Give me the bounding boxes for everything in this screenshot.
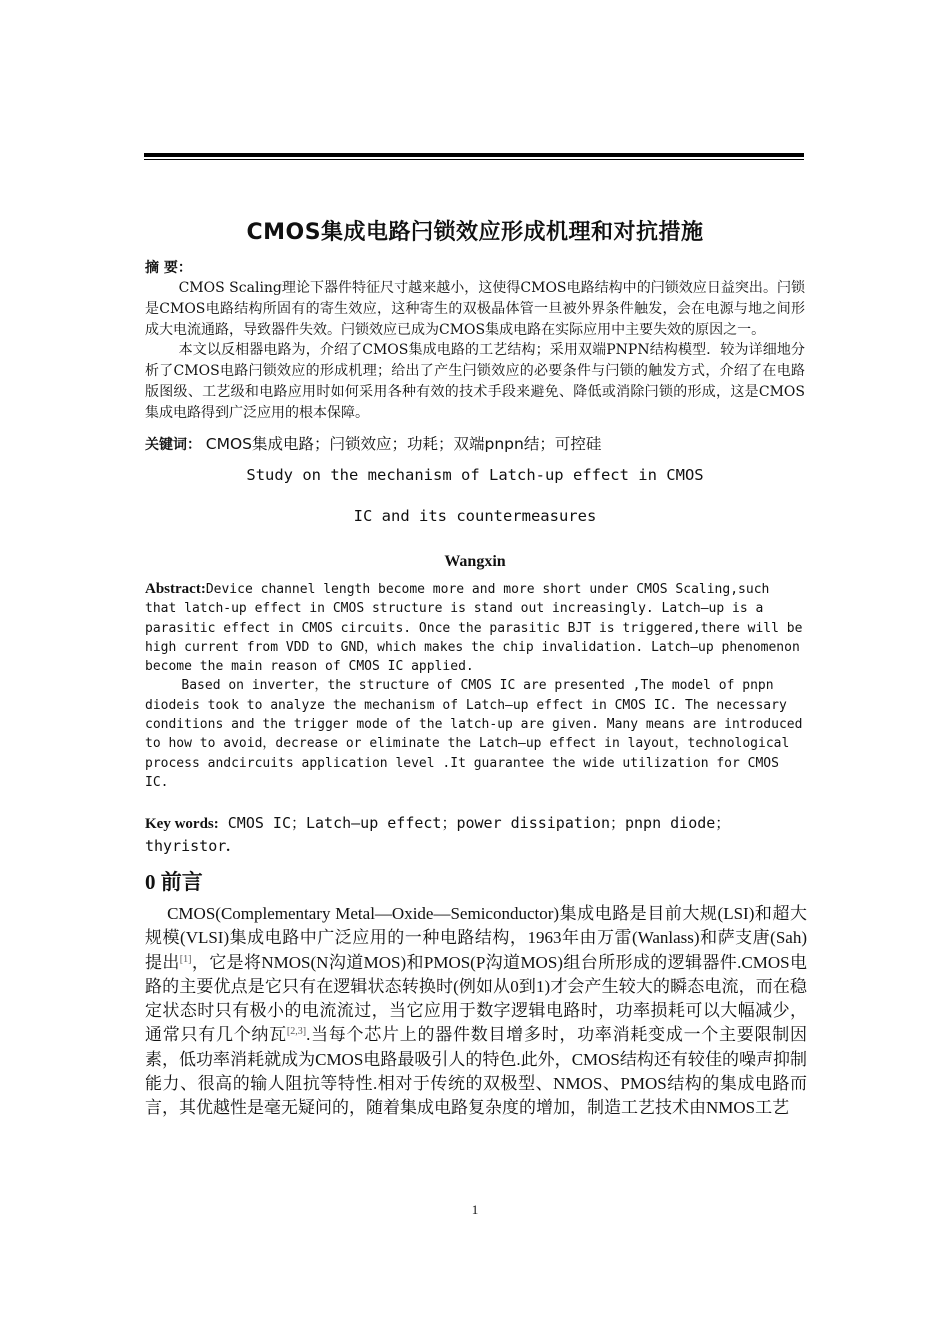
keywords-cn-label: 关键词：	[145, 437, 201, 453]
author-name: Wangxin	[444, 553, 506, 570]
abstract-cn-label: 摘 要：	[145, 260, 192, 276]
abstract-en-paragraph-2: Based on inverter，the structure of CMOS IC are presented ,The model of pnpn diodeis took to analyze the mechanism of Latch—up effect in CMOS IC. The necessary conditions and the trigger mode of the latch-up are given. Many means are introduced to how to avoid，decrease or eliminate the Latch—up effect in layout，technological process andcircuits application level .It guarantee the wide utilization for CMOS IC.	[145, 678, 803, 790]
english-title-line-2: IC and its countermeasures	[353, 507, 597, 525]
section-text-c: .当每个芯片上的器件数目增多时，功率消耗变成一个主要限制因素，低功率消耗就成为CMOS电路最吸引人的特色.此外，CMOS结构还有较佳的噪声抑制能力、很高的输人阻抗等特性.相对于传统的双极型、NMOS、PMOS结构的集成电路而言，其优越性是毫无疑问的，随着集成电路复杂度的增加，制造工艺技术由NMOS工艺	[145, 1025, 807, 1118]
section-paragraph	[145, 902, 807, 1121]
citation-ref-2[interactable]: [2,3]	[286, 1026, 307, 1038]
citation-ref-1[interactable]: [1]	[179, 953, 192, 965]
section-body	[145, 902, 807, 1121]
paper-title: CMOS集成电路闩锁效应形成机理和对抗措施	[246, 220, 704, 245]
abstract-en	[145, 580, 807, 792]
section-text-b: ，它是将NMOS(N沟道MOS)和PMOS(P沟道MOS)组台所形成的逻辑器件.CMOS电路的主要优点是它只有在逻辑状态转换时(例如从0到1)才会产生较大的瞬态电流，而在稳定状态时只有极小的电流流过，当它应用于数字逻辑电路时，功率损耗可以大幅减少，通常只有几个纳瓦	[145, 952, 808, 1045]
abstract-en-paragraph-1	[145, 580, 807, 676]
abstract-cn-paragraph-2: 本文以反相器电路为，介绍了CMOS集成电路的工艺结构；采用双端PNPN结构模型．较为详细地分析了CMOS电路闩锁效应的形成机理；给出了产生闩锁效应的必要条件与闩锁的触发方式，介绍了在电路版图级、工艺级和电路应用时如何采用各种有效的技术手段来避免、降低或消除闩锁的形成，这是CMOS集成电路得到广泛应用的根本保障。	[145, 342, 805, 421]
section-heading: 0 前言	[145, 870, 203, 894]
header-rule-thick	[144, 153, 804, 157]
abstract-en-text-1: Device channel length become more and more short under CMOS Scaling,such that latch-up effect in CMOS structure is stand out increasingly. Latch—up is a parasitic effect in CMOS circuits. Once the parasitic BJT is triggered,there will be high current from VDD to GND，which makes the chip invalidation. Latch—up phenomenon become the main reason of CMOS IC applied.	[145, 582, 803, 675]
abstract-cn	[145, 278, 805, 424]
keywords-en-value: CMOS IC；Latch—up effect；power dissipation；pnpn diode；thyristor	[145, 814, 731, 855]
section-text-a: CMOS(Complementary Metal—Oxide—Semiconductor)集成电路是目前大规(LSI)和超大规模(VLSI)集成电路中广泛应用的一种电路结构，1963年由万雷(Wanlass)和萨支唐(Sah)提出	[145, 904, 807, 972]
keywords-cn	[145, 432, 601, 454]
page-number: 1	[471, 1202, 479, 1217]
keywords-en	[145, 812, 807, 858]
keywords-cn-value: CMOS集成电路；闩锁效应；功耗；双端pnpn结；可控硅	[205, 435, 602, 453]
header-rule-thin	[144, 159, 804, 160]
english-title-line-1: Study on the mechanism of Latch-up effect in CMOS	[246, 466, 704, 484]
keywords-en-end: .	[226, 839, 231, 855]
abstract-en-label: Abstract:	[145, 581, 206, 597]
keywords-en-label: Key words:	[145, 816, 219, 832]
abstract-cn-paragraph-1: CMOS Scaling理论下器件特征尺寸越来越小，这使得CMOS电路结构中的闩锁效应日益突出。闩锁是CMOS电路结构所固有的寄生效应，这种寄生的双极晶体管一旦被外界条件触发，会在电源与地之间形成大电流通路，导致器件失效。闩锁效应已成为CMOS集成电路在实际应用中主要失效的原因之一。	[145, 280, 805, 338]
